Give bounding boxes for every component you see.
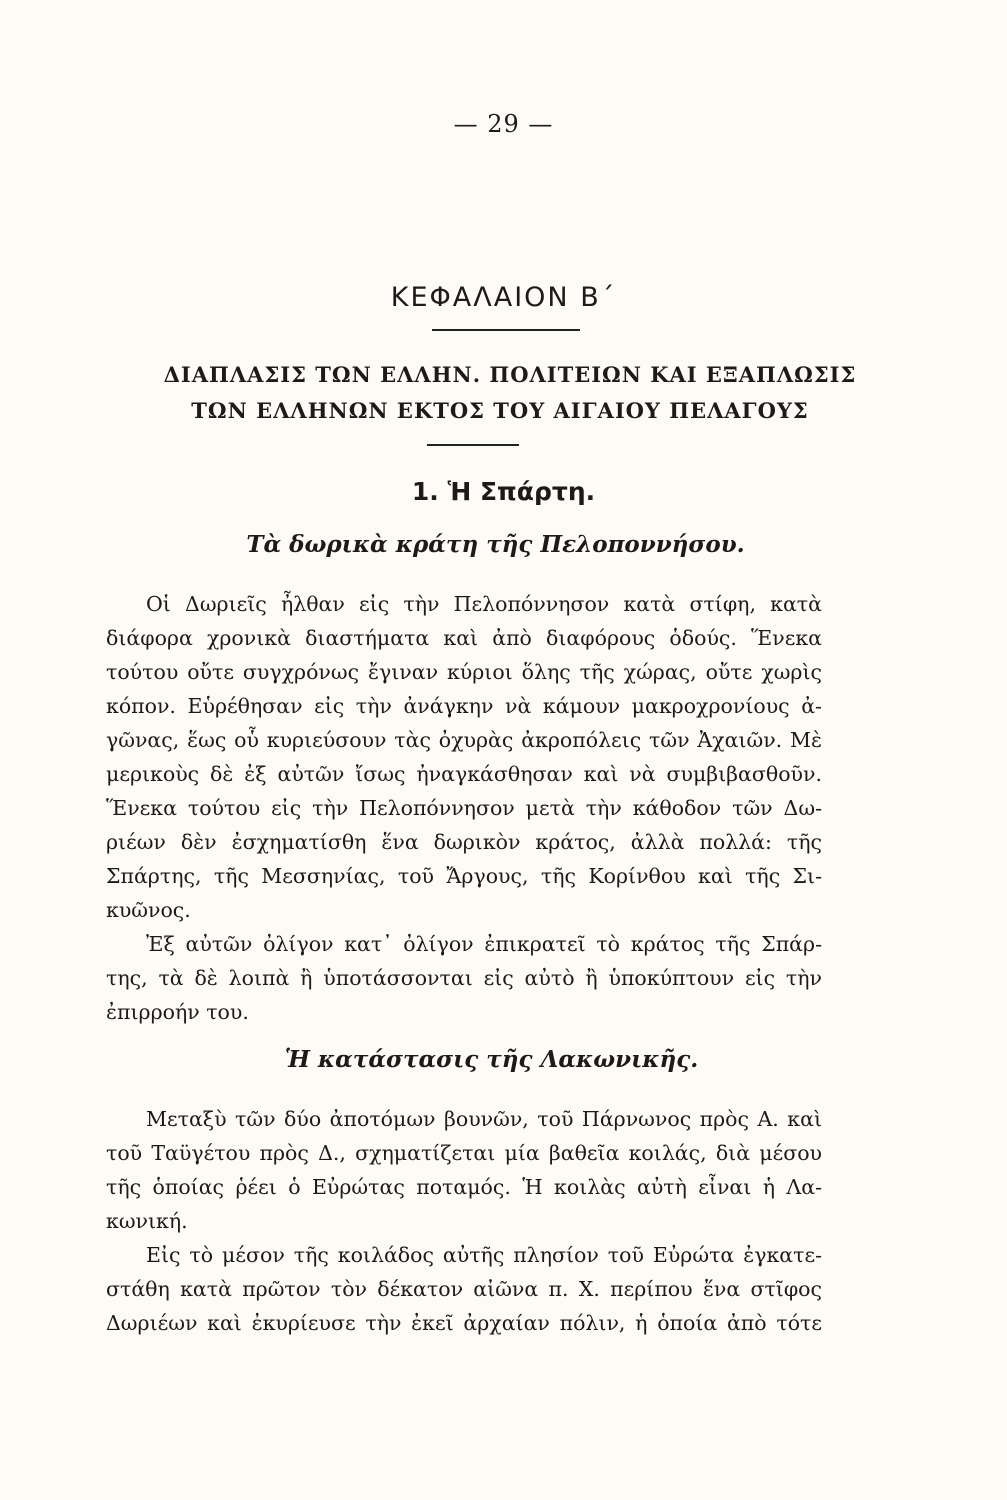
italic-heading-doric-states: Τὰ δωρικὰ κράτη τῆς Πελοποννήσου. (246, 531, 745, 558)
italic-heading-laconia: Ἡ κατάστασις τῆς Λακωνικῆς. (284, 1046, 699, 1073)
section-heading-line-2: ΤΩΝ ΕΛΛΗΝΩΝ ΕΚΤΟΣ ΤΟΥ ΑΙΓΑΙΟΥ ΠΕΛΑΓΟΥΣ (191, 398, 809, 423)
divider-rule (432, 329, 580, 331)
text-line: τοῦ Ταϋγέτου πρὸς Δ., σχηματίζεται μία βαθεῖα κοιλάς, διὰ μέσου (106, 1141, 822, 1165)
text-line: Οἱ Δωριεῖς ἦλθαν εἰς τὴν Πελοπόννησον κατὰ στίφη, κατὰ (146, 592, 822, 616)
text-line: μερικοὺς δὲ ἐξ αὐτῶν ἴσως ἠναγκάσθησαν καὶ νὰ συμβιβασθοῦν. (106, 762, 822, 786)
text-line: διάφορα χρονικὰ διαστήματα καὶ ἀπὸ διαφόρους ὁδούς. Ἕνεκα (106, 626, 822, 650)
divider-rule (427, 444, 519, 446)
section-heading-line-1: ΔΙΑΠΛΑΣΙΣ ΤΩΝ ΕΛΛΗΝ. ΠΟΛΙΤΕΙΩΝ ΚΑΙ ΕΞΑΠΛΩΣΙΣ (163, 362, 857, 387)
text-line: Δωριέων καὶ ἐκυρίευσε τὴν ἐκεῖ ἀρχαίαν πόλιν, ἡ ὁποία ἀπὸ τότε (106, 1311, 822, 1335)
text-line: στάθη κατὰ πρῶτον τὸν δέκατον αἰῶνα π. Χ. περίπου ἕνα στῖφος (106, 1277, 822, 1301)
page-number: — 29 — (453, 110, 554, 138)
text-line: ριέων δὲν ἐσχηματίσθη ἕνα δωρικὸν κράτος, ἀλλὰ πολλά: τῆς (106, 830, 822, 854)
text-line: τούτου οὔτε συγχρόνως ἔγιναν κύριοι ὅλης τῆς χώρας, οὔτε χωρὶς (106, 660, 822, 684)
text-line: κυῶνος. (106, 898, 191, 922)
text-line: Ἕνεκα τούτου εἰς τὴν Πελοπόννησον μετὰ τὴν κάθοδον τῶν Δω- (106, 796, 822, 820)
text-line: ἐπιρροήν του. (106, 1000, 249, 1024)
text-line: Ἐξ αὐτῶν ὀλίγον κατ᾽ ὀλίγον ἐπικρατεῖ τὸ κράτος τῆς Σπάρ- (146, 932, 822, 956)
text-line: τῆς ὁποίας ῥέει ὁ Εὐρώτας ποταμός. Ἡ κοιλὰς αὐτὴ εἶναι ἡ Λα- (106, 1175, 822, 1199)
text-line: γῶνας, ἕως οὗ κυριεύσουν τὰς ὀχυρὰς ἀκροπόλεις τῶν Ἀχαιῶν. Μὲ (106, 728, 822, 752)
text-line: κόπον. Εὑρέθησαν εἰς τὴν ἀνάγκην νὰ κάμουν μακροχρονίους ἀ- (106, 694, 822, 718)
text-line: Σπάρτης, τῆς Μεσσηνίας, τοῦ Ἄργους, τῆς Κορίνθου καὶ τῆς Σι- (106, 864, 822, 888)
text-line: Εἰς τὸ μέσον τῆς κοιλάδος αὐτῆς πλησίον τοῦ Εὐρώτα ἐγκατε- (146, 1243, 822, 1267)
subsection-title: 1. Ἡ Σπάρτη. (411, 477, 596, 506)
text-line: της, τὰ δὲ λοιπὰ ἢ ὑποτάσσονται εἰς αὐτὸ ἢ ὑποκύπτουν εἰς τὴν (106, 966, 822, 990)
chapter-title: ΚΕΦΑΛΑΙΟΝ Β΄ (390, 282, 617, 313)
text-line: κωνική. (106, 1209, 188, 1233)
text-line: Μεταξὺ τῶν δύο ἀποτόμων βουνῶν, τοῦ Πάρνωνος πρὸς Α. καὶ (146, 1107, 822, 1131)
